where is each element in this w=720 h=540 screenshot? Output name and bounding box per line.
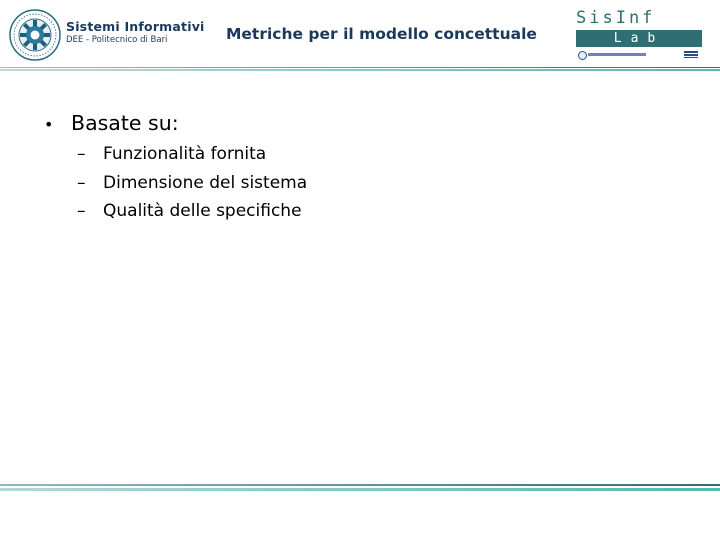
sub-bullet-text: Dimensione del sistema [103,172,308,193]
dash-icon: – [77,172,86,193]
lab-logo-footer [576,50,702,60]
dee-mark-icon [684,51,698,58]
slide-header [0,0,720,66]
bullet-item [44,111,684,135]
sub-bullet-item [77,201,684,230]
slide-title: Metriche per il modello concettuale [226,25,537,43]
bullet-text: Basate su: [71,111,179,135]
footer-divider [0,484,720,494]
lab-logo-bar: Lab [576,30,702,47]
brand-title: Sistemi Informativi [66,19,205,34]
politecnico-wordmark [588,53,646,56]
dash-icon: – [77,144,86,164]
sisinf-lab-logo [576,8,702,60]
slide-content [44,111,684,230]
politecnico-small-icon [578,51,587,60]
dash-icon: – [77,201,86,221]
bullet-icon: • [44,115,54,134]
header-divider [0,66,720,74]
sub-bullet-text: Qualità delle specifiche [103,201,302,221]
politecnico-seal-icon [9,9,61,61]
sub-bullet-list [77,144,684,230]
sub-bullet-item [77,173,684,202]
sub-bullet-text: Funzionalità fornita [103,144,267,164]
brand-subtitle: DEE - Politecnico di Bari [66,35,168,45]
lab-logo-top: SisInf [576,8,656,28]
sub-bullet-item [77,144,684,173]
